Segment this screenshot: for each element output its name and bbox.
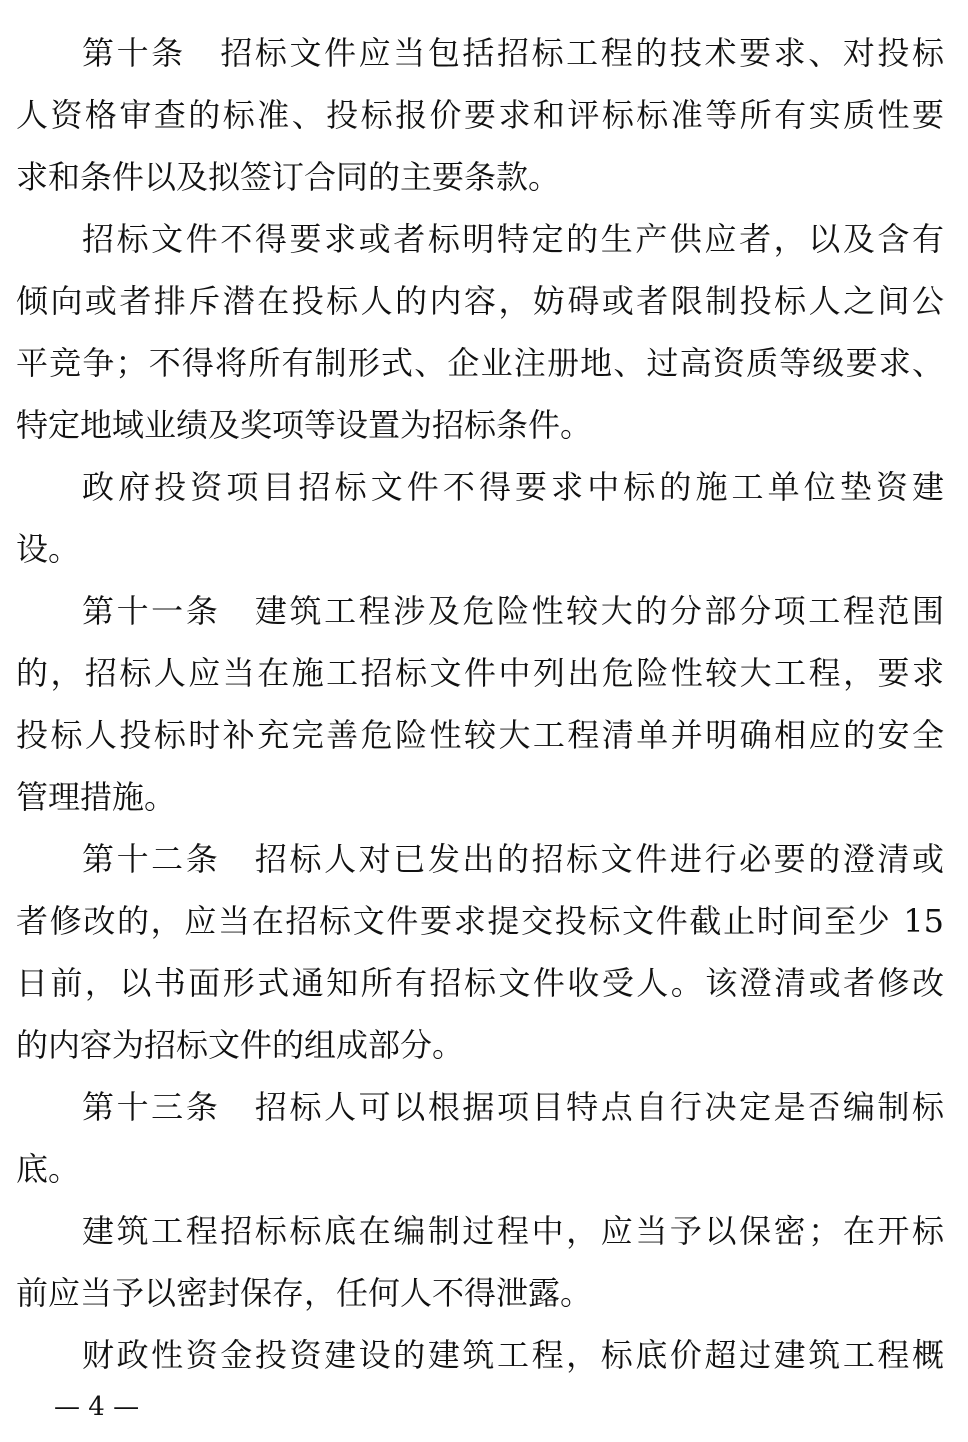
text-line: 财政性资金投资建设的建筑工程，标底价超过建筑工程概: [82, 1336, 944, 1374]
text-line: 前应当予以密封保存，任何人不得泄露。: [16, 1274, 593, 1312]
text-line: 政府投资项目招标文件不得要求中标的施工单位垫资建: [82, 468, 944, 506]
text-line: 管理措施。: [16, 778, 177, 816]
text-line: 的，招标人应当在施工招标文件中列出危险性较大工程，要求: [16, 654, 944, 692]
text-line: 第十一条 建筑工程涉及危险性较大的分部分项工程范围: [82, 592, 944, 630]
text-line: 设。: [16, 530, 81, 568]
text-line: 第十三条 招标人可以根据项目特点自行决定是否编制标: [82, 1088, 944, 1126]
text-line: 招标文件不得要求或者标明特定的生产供应者，以及含有: [82, 220, 944, 258]
text-line: 的内容为招标文件的组成部分。: [16, 1026, 465, 1064]
text-line: 人资格审查的标准、投标报价要求和评标标准等所有实质性要: [16, 96, 944, 134]
text-line: 平竞争；不得将所有制形式、企业注册地、过高资质等级要求、: [16, 344, 944, 382]
text-line: 第十二条 招标人对已发出的招标文件进行必要的澄清或: [82, 840, 944, 878]
text-line: 投标人投标时补充完善危险性较大工程清单并明确相应的安全: [16, 716, 944, 754]
text-line: 日前，以书面形式通知所有招标文件收受人。该澄清或者修改: [16, 964, 944, 1002]
text-line: 倾向或者排斥潜在投标人的内容，妨碍或者限制投标人之间公: [16, 282, 944, 320]
text-line: 者修改的，应当在招标文件要求提交投标文件截止时间至少 15: [16, 902, 944, 940]
text-line: 第十条 招标文件应当包括招标工程的技术要求、对投标: [82, 34, 944, 72]
text-line: 建筑工程招标标底在编制过程中，应当予以保密；在开标: [82, 1212, 944, 1250]
text-line: 求和条件以及拟签订合同的主要条款。: [16, 158, 561, 196]
text-line: 特定地域业绩及奖项等设置为招标条件。: [16, 406, 593, 444]
text-line: 底。: [16, 1150, 81, 1188]
page-number: — 4 —: [54, 1392, 140, 1422]
